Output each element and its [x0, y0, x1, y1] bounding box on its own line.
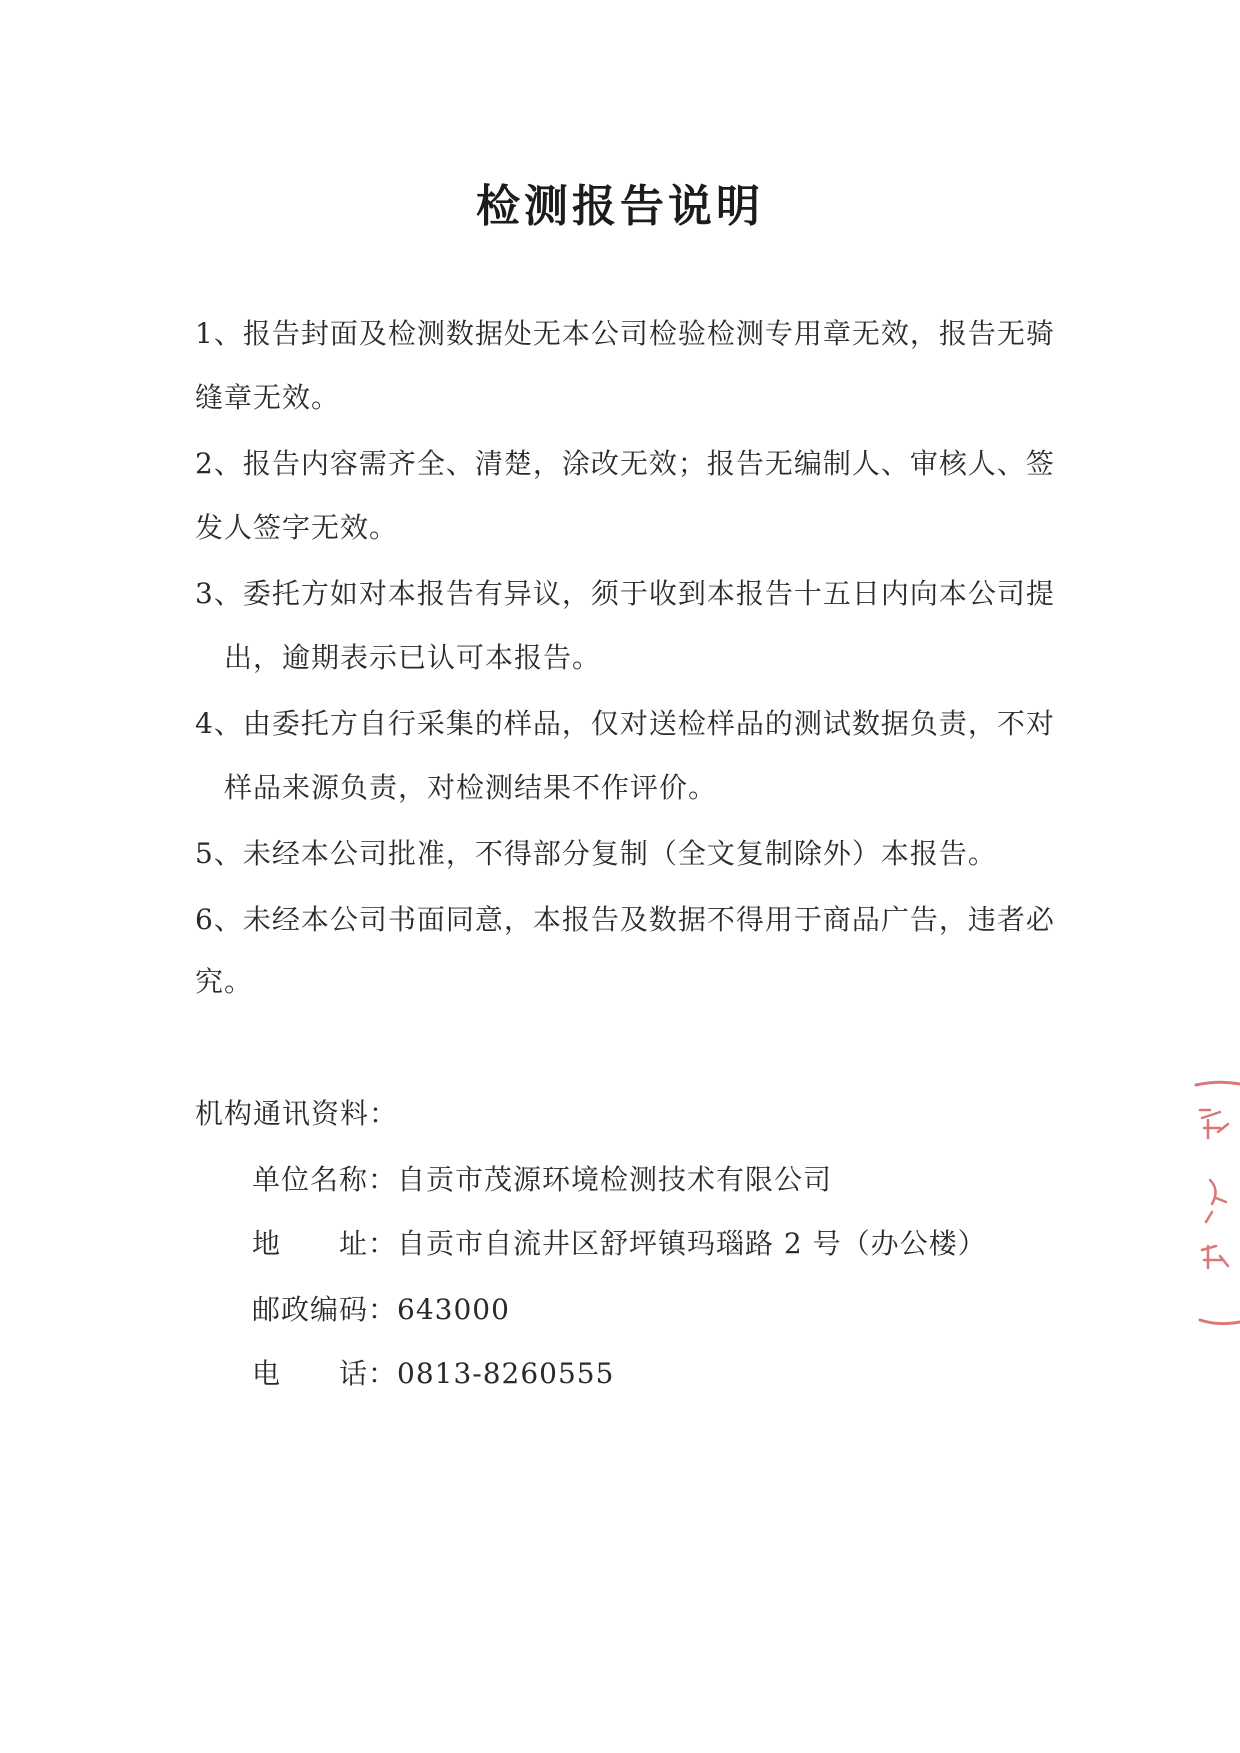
contact-address-row: [252, 1224, 987, 1264]
note-3-line-2: 出，逾期表示已认可本报告。: [224, 641, 602, 674]
contact-address-value: 自贡市自流井区舒坪镇玛瑙路 2 号（办公楼）: [397, 1227, 987, 1260]
contact-unit-row: [252, 1160, 832, 1200]
note-2-line-2: 发人签字无效。: [195, 511, 399, 544]
contact-postcode-row: [252, 1290, 510, 1330]
note-3-line-1: 3、委托方如对本报告有异议，须于收到本报告十五日内向本公司提: [195, 577, 1055, 610]
note-4-line-1: 4、由委托方自行采集的样品，仅对送检样品的测试数据负责，不对: [195, 707, 1055, 740]
contact-phone-row: [252, 1354, 614, 1394]
note-4-line-2: 样品来源负责，对检测结果不作评价。: [224, 771, 718, 804]
note-1-line-1: 1、报告封面及检测数据处无本公司检验检测专用章无效，报告无骑: [195, 317, 1055, 350]
contact-unit-label: 单位名称：: [252, 1163, 398, 1196]
contact-unit-value: 自贡市茂源环境检测技术有限公司: [397, 1163, 833, 1196]
page-title: 检测报告说明: [476, 181, 764, 232]
note-1-line-2: 缝章无效。: [195, 381, 341, 414]
contact-postcode-label: 邮政编码：: [252, 1293, 398, 1326]
note-6-line-2: 究。: [195, 965, 254, 998]
contact-address-label: 地 址：: [252, 1227, 398, 1260]
contact-postcode-value: 643000: [397, 1293, 510, 1326]
note-2-line-1: 2、报告内容需齐全、清楚，涂改无效；报告无编制人、审核人、签: [195, 447, 1055, 480]
contact-phone-label: 电 话：: [252, 1357, 398, 1390]
note-5-line-1: 5、未经本公司批准，不得部分复制（全文复制除外）本报告。: [195, 837, 997, 870]
note-6-line-1: 6、未经本公司书面同意，本报告及数据不得用于商品广告，违者必: [195, 903, 1055, 936]
contact-phone-value: 0813-8260555: [397, 1357, 615, 1390]
seal-stamp-edge: [1188, 1080, 1240, 1330]
contact-heading: 机构通讯资料：: [195, 1097, 399, 1130]
